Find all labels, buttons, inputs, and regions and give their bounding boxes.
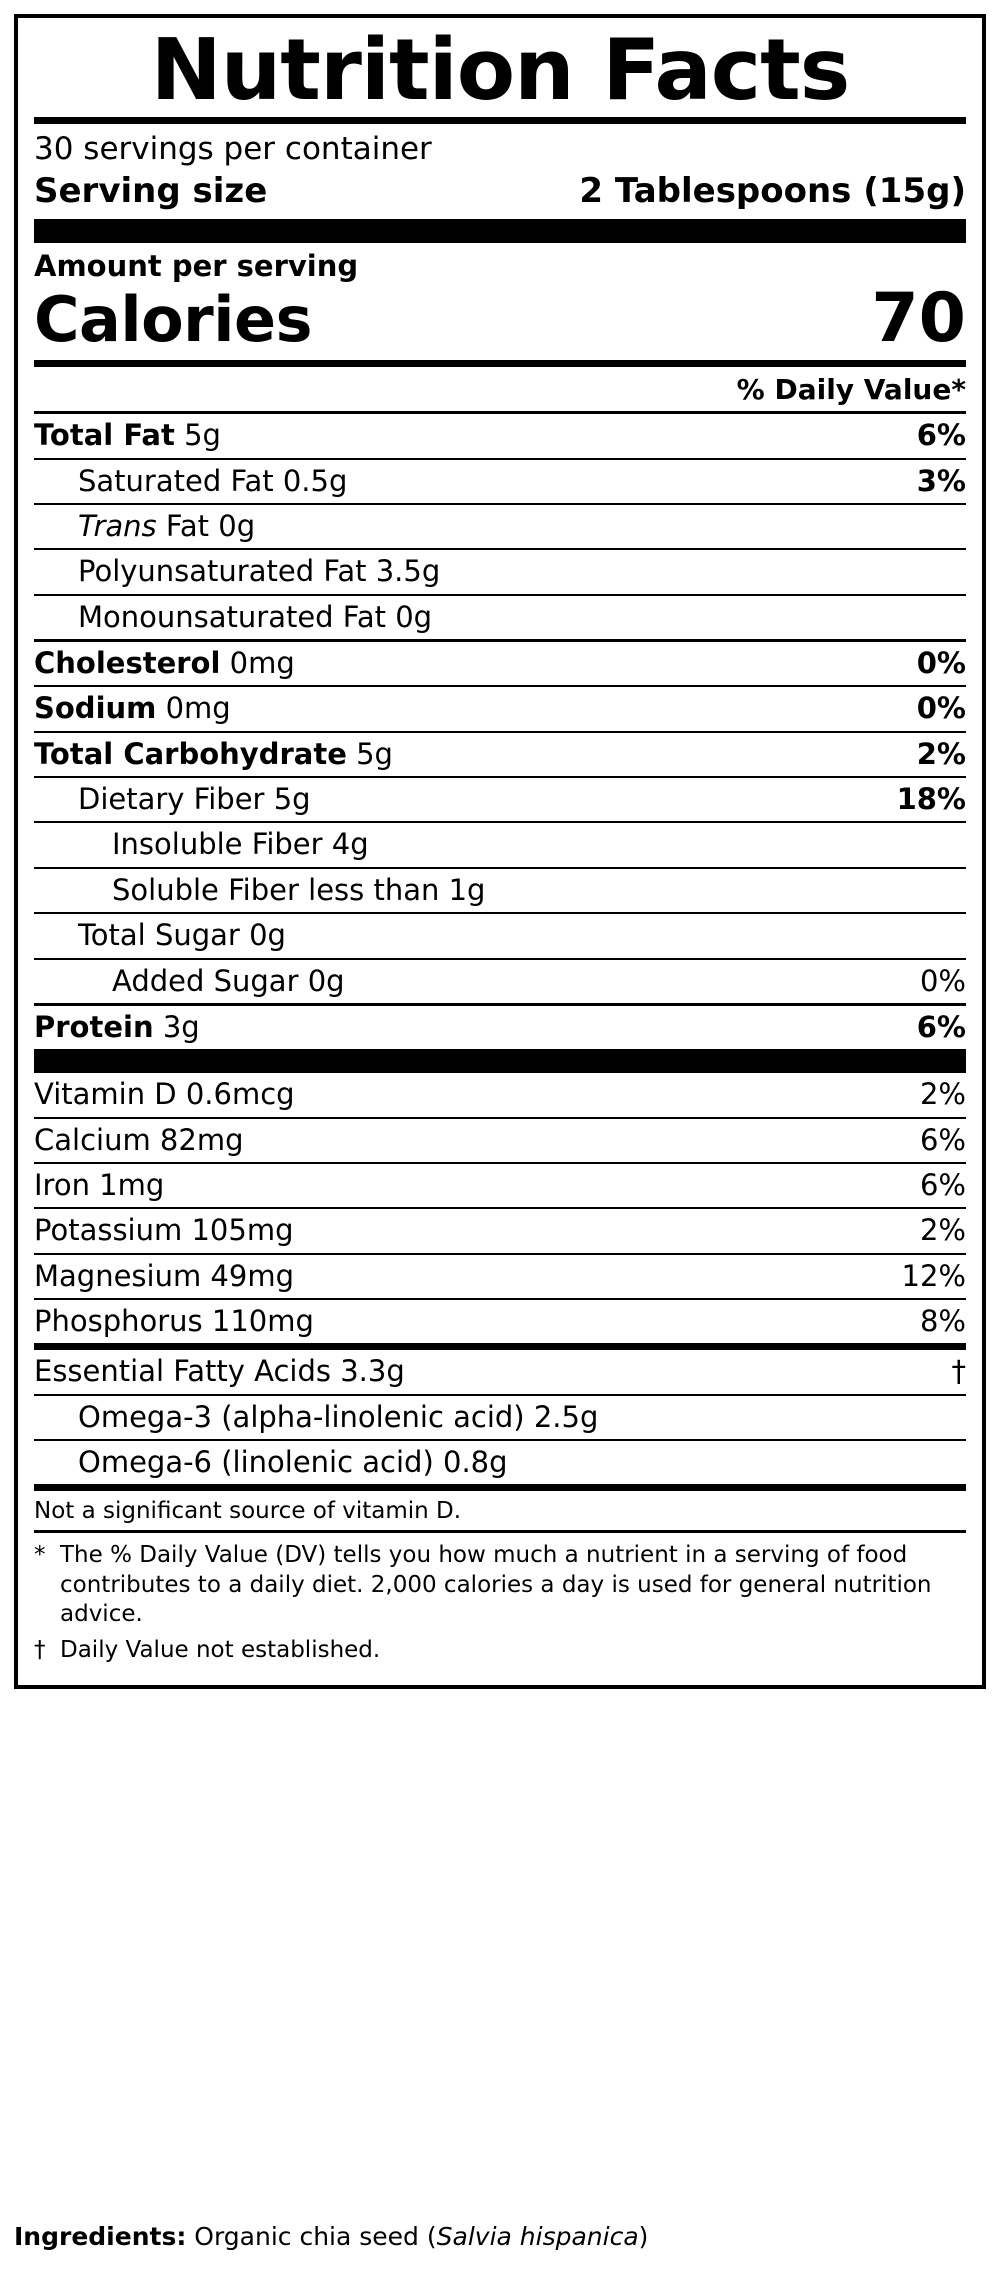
servings-per-container: 30 servings per container (34, 131, 432, 167)
divider-above-extras (34, 1343, 966, 1350)
nutrient-name: Saturated Fat 0.5g (78, 463, 348, 498)
nutrient-name: Monounsaturated Fat 0g (78, 599, 433, 634)
nutrient-dv: 2% (916, 736, 966, 771)
nutrient-row-total-carbohydrate (34, 733, 966, 776)
nutrient-name: Total Carbohydrate 5g (34, 736, 393, 771)
nutrient-row-monounsaturated-fat (34, 596, 966, 639)
amount-per-serving-label: Amount per serving (34, 249, 359, 283)
footnote-dv-not-established (34, 1636, 966, 1671)
ingredients-statement (14, 2222, 986, 2251)
nutrient-row-dietary-fiber (34, 778, 966, 821)
footnote-marker: † (34, 1636, 46, 1663)
nutrient-dv: 6% (916, 418, 966, 453)
ingredients-text-end: ) (638, 2222, 649, 2251)
nutrient-row-trans-fat (34, 505, 966, 548)
serving-size-row (34, 169, 966, 219)
micronutrient-dv: 12% (901, 1258, 966, 1293)
extra-name: Omega-3 (alpha-linolenic acid) 2.5g (78, 1399, 599, 1434)
footnote-text: The % Daily Value (DV) tells you how much a nutrient in a serving of food contributes to a daily diet. 2,000 calories a day is used for general nutrition advice. (60, 1542, 932, 1628)
nutrient-row-total-fat (34, 414, 966, 457)
divider-above-footnotes (34, 1484, 966, 1491)
micronutrient-row-potassium (34, 1209, 966, 1252)
divider-thick-mid (34, 1049, 966, 1073)
nutrient-row-polyunsaturated-fat (34, 550, 966, 593)
nutrient-row-saturated-fat (34, 460, 966, 503)
micronutrient-dv: 6% (919, 1167, 966, 1202)
nutrient-name: Added Sugar 0g (112, 963, 345, 998)
nutrient-dv: 0% (916, 646, 966, 681)
footnote-marker: * (34, 1542, 46, 1569)
micronutrient-name: Magnesium 49mg (34, 1258, 294, 1293)
micronutrient-dv: 6% (919, 1122, 966, 1157)
nutrient-row-total-sugar (34, 914, 966, 957)
calories-label: Calories (34, 283, 312, 356)
divider-under-calories (34, 360, 966, 367)
page-title: Nutrition Facts (150, 21, 850, 120)
label-panel (14, 14, 986, 1689)
calories-row (34, 279, 966, 360)
nutrient-name: Cholesterol 0mg (34, 646, 295, 681)
daily-value-header: % Daily Value* (736, 373, 966, 407)
micronutrient-row-vitamin-d (34, 1073, 966, 1116)
micronutrient-name: Calcium 82mg (34, 1122, 244, 1157)
nutrient-list (34, 414, 966, 1049)
nutrient-name: Sodium 0mg (34, 691, 231, 726)
nutrient-row-sodium (34, 687, 966, 730)
nutrient-row-protein (34, 1006, 966, 1049)
micronutrient-name: Iron 1mg (34, 1167, 165, 1202)
nutrient-name: Insoluble Fiber 4g (112, 827, 369, 862)
footnote-list (34, 1533, 966, 1671)
serving-size-label: Serving size (34, 171, 268, 211)
micronutrient-row-magnesium (34, 1255, 966, 1298)
extra-dv: † (951, 1354, 966, 1389)
extra-name: Essential Fatty Acids 3.3g (34, 1354, 405, 1389)
extra-row-omega-3 (34, 1396, 966, 1439)
nutrient-dv: 18% (896, 782, 966, 817)
micronutrient-row-iron (34, 1164, 966, 1207)
micronutrient-dv: 2% (919, 1213, 966, 1248)
extra-name: Omega-6 (linolenic acid) 0.8g (78, 1444, 508, 1479)
nutrient-name: Soluble Fiber less than 1g (112, 872, 486, 907)
ingredients-label: Ingredients: (14, 2222, 187, 2251)
micronutrient-dv: 8% (919, 1303, 966, 1338)
ingredients-text: Organic chia seed ( (194, 2222, 437, 2251)
micronutrient-name: Phosphorus 110mg (34, 1303, 314, 1338)
ingredients-scientific-name: Salvia hispanica (436, 2222, 639, 2251)
nutrient-name: Dietary Fiber 5g (78, 782, 311, 817)
divider-thick-top (34, 219, 966, 243)
nutrient-dv: 0% (919, 963, 966, 998)
nutrient-name: Protein 3g (34, 1009, 200, 1044)
nutrient-row-insoluble-fiber (34, 823, 966, 866)
calories-value: 70 (871, 279, 966, 358)
nutrient-name: Total Sugar 0g (78, 918, 286, 953)
micronutrient-name: Potassium 105mg (34, 1213, 294, 1248)
footnote-daily-value (34, 1541, 966, 1635)
micronutrient-list (34, 1073, 966, 1343)
extra-row-omega-6 (34, 1441, 966, 1484)
nutrient-row-added-sugar (34, 960, 966, 1003)
nutrient-name: Total Fat 5g (34, 418, 221, 453)
micronutrient-row-phosphorus (34, 1300, 966, 1343)
footnote-text: Daily Value not established. (60, 1636, 381, 1663)
extra-row-essential-fatty-acids (34, 1350, 966, 1393)
micronutrient-row-calcium (34, 1119, 966, 1162)
nutrient-dv: 6% (916, 1009, 966, 1044)
extra-nutrient-list (34, 1350, 966, 1484)
micronutrient-name: Vitamin D 0.6mcg (34, 1077, 295, 1112)
nutrient-name: Trans Fat 0g (78, 509, 256, 544)
nutrient-name: Polyunsaturated Fat 3.5g (78, 554, 441, 589)
serving-size-value: 2 Tablespoons (15g) (579, 171, 966, 211)
nutrient-dv: 3% (916, 463, 966, 498)
micronutrient-dv: 2% (919, 1077, 966, 1112)
nutrient-dv: 0% (916, 691, 966, 726)
nutrient-row-cholesterol (34, 642, 966, 685)
nutrient-row-soluble-fiber (34, 869, 966, 912)
not-significant-source-note: Not a significant source of vitamin D. (34, 1498, 462, 1525)
